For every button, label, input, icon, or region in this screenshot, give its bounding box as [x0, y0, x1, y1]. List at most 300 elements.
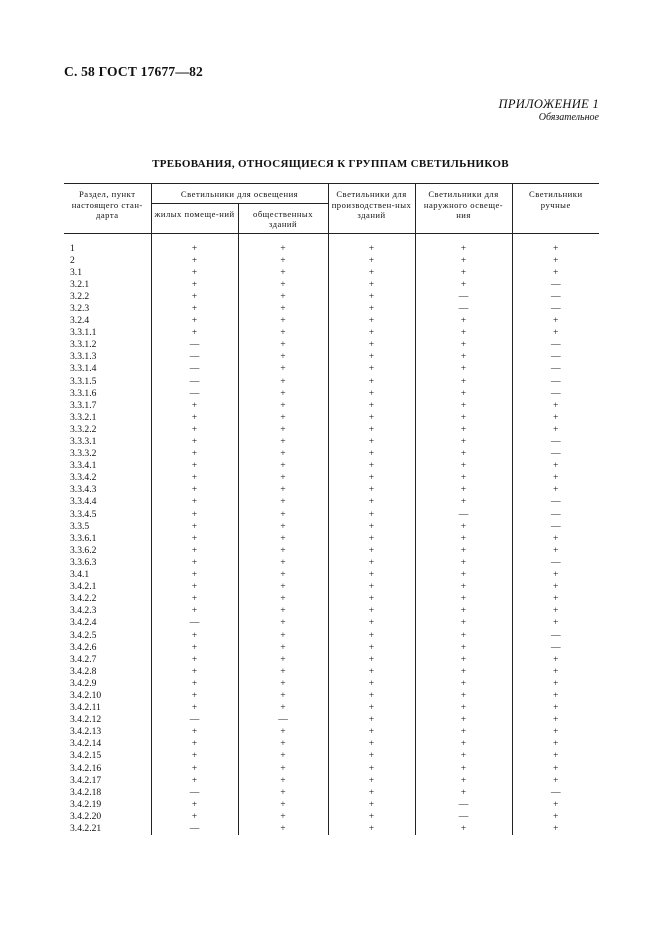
- mark-cell-public: +: [238, 315, 328, 327]
- table-row: [64, 327, 599, 339]
- section-cell: 3.4.2.12: [70, 714, 102, 726]
- mark-cell-industrial: +: [328, 267, 415, 279]
- mark-cell-outdoor: +: [415, 823, 512, 835]
- mark-cell-hand: +: [512, 738, 599, 750]
- table-row: [64, 702, 599, 714]
- mark-cell-industrial: +: [328, 775, 415, 787]
- mark-cell-industrial: +: [328, 460, 415, 472]
- mark-cell-public: +: [238, 823, 328, 835]
- mark-cell-hand: —: [512, 363, 599, 375]
- table-row: [64, 557, 599, 569]
- mark-cell-hand: —: [512, 436, 599, 448]
- mark-cell-public: +: [238, 690, 328, 702]
- mark-cell-residential: +: [151, 557, 238, 569]
- section-cell: 3.4.2.9: [70, 677, 97, 689]
- table-row: [64, 581, 599, 593]
- section-cell: 3.3.4.3: [70, 484, 97, 496]
- table-row: [64, 472, 599, 484]
- mark-cell-hand: —: [512, 351, 599, 363]
- mark-cell-public: +: [238, 460, 328, 472]
- mark-cell-outdoor: +: [415, 726, 512, 738]
- mark-cell-residential: —: [151, 351, 238, 363]
- header-public: общественных зданий: [238, 203, 328, 233]
- mark-cell-residential: +: [151, 581, 238, 593]
- table-row: [64, 388, 599, 400]
- mark-cell-hand: +: [512, 593, 599, 605]
- table-row: [64, 484, 599, 496]
- section-cell: 3.4.2.15: [70, 750, 102, 762]
- mark-cell-industrial: +: [328, 726, 415, 738]
- table-row: [64, 496, 599, 508]
- mark-cell-industrial: +: [328, 484, 415, 496]
- mark-cell-outdoor: +: [415, 376, 512, 388]
- mark-cell-residential: +: [151, 738, 238, 750]
- mark-cell-public: +: [238, 388, 328, 400]
- mark-cell-residential: +: [151, 279, 238, 291]
- mark-cell-public: +: [238, 593, 328, 605]
- mark-cell-industrial: +: [328, 376, 415, 388]
- mark-cell-residential: +: [151, 303, 238, 315]
- mark-cell-industrial: +: [328, 787, 415, 799]
- table-row: [64, 763, 599, 775]
- mark-cell-outdoor: +: [415, 267, 512, 279]
- section-cell: 3.3.4.5: [70, 508, 97, 520]
- mark-cell-hand: —: [512, 496, 599, 508]
- mark-cell-industrial: +: [328, 569, 415, 581]
- table-row: [64, 678, 599, 690]
- mark-cell-outdoor: +: [415, 339, 512, 351]
- mark-cell-residential: +: [151, 702, 238, 714]
- mark-cell-residential: —: [151, 339, 238, 351]
- mark-cell-outdoor: +: [415, 750, 512, 762]
- header-outdoor: Светильники для наружного освеще-ния: [415, 184, 512, 234]
- section-cell: 3.4.1: [70, 569, 90, 581]
- table-row: [64, 233, 599, 255]
- mark-cell-residential: +: [151, 448, 238, 460]
- section-cell: 3.4.2.21: [70, 823, 102, 834]
- mark-cell-public: +: [238, 545, 328, 557]
- mark-cell-public: +: [238, 738, 328, 750]
- section-cell: 3.3.4.4: [70, 496, 97, 508]
- header-group-lighting: Светильники для освещения: [151, 184, 328, 204]
- mark-cell-residential: +: [151, 472, 238, 484]
- table-row: [64, 630, 599, 642]
- mark-cell-industrial: +: [328, 605, 415, 617]
- mark-cell-hand: —: [512, 630, 599, 642]
- mark-cell-hand: +: [512, 233, 599, 255]
- mark-cell-industrial: +: [328, 448, 415, 460]
- mark-cell-residential: +: [151, 750, 238, 762]
- mark-cell-industrial: +: [328, 763, 415, 775]
- mark-cell-residential: +: [151, 460, 238, 472]
- mark-cell-hand: +: [512, 460, 599, 472]
- mark-cell-outdoor: +: [415, 388, 512, 400]
- mark-cell-residential: +: [151, 775, 238, 787]
- table-row: [64, 642, 599, 654]
- mark-cell-industrial: +: [328, 233, 415, 255]
- mark-cell-hand: +: [512, 484, 599, 496]
- mark-cell-outdoor: +: [415, 460, 512, 472]
- table-header: [64, 184, 599, 234]
- mark-cell-industrial: +: [328, 617, 415, 629]
- mark-cell-hand: +: [512, 255, 599, 267]
- section-cell: 3.4.2.19: [70, 798, 102, 810]
- mark-cell-outdoor: +: [415, 763, 512, 775]
- mark-cell-hand: +: [512, 823, 599, 835]
- table-row: [64, 400, 599, 412]
- mark-cell-hand: +: [512, 545, 599, 557]
- mark-cell-residential: +: [151, 424, 238, 436]
- mark-cell-industrial: +: [328, 327, 415, 339]
- section-cell: 3.3.1.3: [70, 351, 97, 363]
- mark-cell-public: +: [238, 509, 328, 521]
- mark-cell-public: +: [238, 726, 328, 738]
- mark-cell-residential: +: [151, 811, 238, 823]
- mark-cell-outdoor: +: [415, 545, 512, 557]
- mark-cell-residential: +: [151, 654, 238, 666]
- section-cell: 3.4.2.16: [70, 762, 102, 774]
- section-cell: 3.4.2.6: [70, 641, 97, 653]
- section-cell: 3.1: [70, 266, 82, 278]
- mark-cell-public: +: [238, 654, 328, 666]
- mark-cell-industrial: +: [328, 714, 415, 726]
- mark-cell-industrial: +: [328, 412, 415, 424]
- mark-cell-industrial: +: [328, 799, 415, 811]
- mark-cell-outdoor: +: [415, 581, 512, 593]
- appendix-note: Обязательное: [538, 112, 599, 123]
- mark-cell-public: +: [238, 678, 328, 690]
- mark-cell-public: +: [238, 351, 328, 363]
- mark-cell-industrial: +: [328, 388, 415, 400]
- mark-cell-industrial: +: [328, 255, 415, 267]
- table-row: [64, 654, 599, 666]
- mark-cell-hand: —: [512, 521, 599, 533]
- table-row: [64, 714, 599, 726]
- mark-cell-outdoor: +: [415, 448, 512, 460]
- mark-cell-hand: +: [512, 654, 599, 666]
- mark-cell-public: +: [238, 702, 328, 714]
- mark-cell-public: +: [238, 327, 328, 339]
- section-cell: 3.4.2.4: [70, 617, 97, 629]
- mark-cell-outdoor: +: [415, 775, 512, 787]
- mark-cell-residential: +: [151, 642, 238, 654]
- mark-cell-residential: +: [151, 267, 238, 279]
- table-row: [64, 666, 599, 678]
- mark-cell-hand: +: [512, 666, 599, 678]
- section-cell: 1: [70, 242, 75, 254]
- mark-cell-outdoor: +: [415, 617, 512, 629]
- mark-cell-outdoor: +: [415, 496, 512, 508]
- mark-cell-public: +: [238, 267, 328, 279]
- mark-cell-public: +: [238, 279, 328, 291]
- mark-cell-public: +: [238, 400, 328, 412]
- mark-cell-public: +: [238, 484, 328, 496]
- mark-cell-outdoor: +: [415, 569, 512, 581]
- mark-cell-hand: +: [512, 617, 599, 629]
- mark-cell-outdoor: —: [415, 509, 512, 521]
- mark-cell-hand: +: [512, 569, 599, 581]
- table-row: [64, 593, 599, 605]
- mark-cell-outdoor: +: [415, 484, 512, 496]
- section-cell: 3.2.4: [70, 315, 90, 327]
- table-row: [64, 351, 599, 363]
- mark-cell-public: —: [238, 714, 328, 726]
- mark-cell-residential: +: [151, 569, 238, 581]
- table-row: [64, 509, 599, 521]
- requirements-table: [64, 183, 599, 835]
- mark-cell-outdoor: +: [415, 412, 512, 424]
- mark-cell-hand: +: [512, 533, 599, 545]
- mark-cell-industrial: +: [328, 654, 415, 666]
- mark-cell-hand: +: [512, 726, 599, 738]
- table-row: [64, 279, 599, 291]
- section-cell: 3.4.2.2: [70, 593, 97, 605]
- mark-cell-industrial: +: [328, 472, 415, 484]
- section-cell: 3.3.1.5: [70, 375, 97, 387]
- mark-cell-outdoor: +: [415, 472, 512, 484]
- table-row: [64, 569, 599, 581]
- table-row: [64, 545, 599, 557]
- section-cell: 3.2.3: [70, 302, 90, 314]
- mark-cell-industrial: +: [328, 581, 415, 593]
- mark-cell-hand: +: [512, 775, 599, 787]
- mark-cell-industrial: +: [328, 315, 415, 327]
- mark-cell-industrial: +: [328, 424, 415, 436]
- mark-cell-industrial: +: [328, 678, 415, 690]
- mark-cell-industrial: +: [328, 642, 415, 654]
- mark-cell-outdoor: +: [415, 233, 512, 255]
- mark-cell-outdoor: +: [415, 666, 512, 678]
- mark-cell-residential: +: [151, 412, 238, 424]
- mark-cell-outdoor: +: [415, 436, 512, 448]
- mark-cell-outdoor: +: [415, 533, 512, 545]
- mark-cell-public: +: [238, 303, 328, 315]
- mark-cell-public: +: [238, 630, 328, 642]
- mark-cell-residential: +: [151, 521, 238, 533]
- mark-cell-public: +: [238, 255, 328, 267]
- mark-cell-industrial: +: [328, 291, 415, 303]
- table-row: [64, 533, 599, 545]
- mark-cell-outdoor: +: [415, 279, 512, 291]
- page-header: С. 58 ГОСТ 17677—82: [64, 64, 203, 79]
- table-row: [64, 363, 599, 375]
- mark-cell-outdoor: +: [415, 363, 512, 375]
- mark-cell-outdoor: +: [415, 630, 512, 642]
- section-cell: 3.3.6.1: [70, 532, 97, 544]
- mark-cell-public: +: [238, 376, 328, 388]
- table-row: [64, 303, 599, 315]
- table-row: [64, 750, 599, 762]
- table-row: [64, 255, 599, 267]
- mark-cell-industrial: +: [328, 351, 415, 363]
- mark-cell-public: +: [238, 666, 328, 678]
- mark-cell-hand: —: [512, 376, 599, 388]
- mark-cell-outdoor: +: [415, 351, 512, 363]
- mark-cell-industrial: +: [328, 545, 415, 557]
- mark-cell-industrial: +: [328, 750, 415, 762]
- mark-cell-public: +: [238, 472, 328, 484]
- mark-cell-public: +: [238, 448, 328, 460]
- mark-cell-residential: +: [151, 233, 238, 255]
- mark-cell-outdoor: +: [415, 521, 512, 533]
- mark-cell-outdoor: +: [415, 714, 512, 726]
- mark-cell-residential: +: [151, 605, 238, 617]
- mark-cell-public: +: [238, 412, 328, 424]
- section-cell: 3.4.2.3: [70, 605, 97, 617]
- section-cell: 3.4.2.8: [70, 665, 97, 677]
- header-residential: жилых помеще-ний: [151, 203, 238, 233]
- table-row: [64, 811, 599, 823]
- mark-cell-outdoor: +: [415, 605, 512, 617]
- mark-cell-residential: +: [151, 799, 238, 811]
- mark-cell-hand: +: [512, 472, 599, 484]
- table-row: [64, 726, 599, 738]
- mark-cell-industrial: +: [328, 339, 415, 351]
- table-row: [64, 617, 599, 629]
- section-cell: 3.4.2.11: [70, 702, 101, 714]
- mark-cell-industrial: +: [328, 509, 415, 521]
- mark-cell-industrial: +: [328, 593, 415, 605]
- section-cell: 3.2.2: [70, 290, 90, 302]
- section-cell: 3.3.1.1: [70, 327, 97, 339]
- header-section: Раздел, пункт настоящего стан-дарта: [64, 184, 151, 234]
- section-cell: 3.4.2.14: [70, 738, 102, 750]
- table-row: [64, 460, 599, 472]
- table-row: [64, 436, 599, 448]
- mark-cell-hand: +: [512, 581, 599, 593]
- mark-cell-industrial: +: [328, 533, 415, 545]
- mark-cell-residential: —: [151, 388, 238, 400]
- mark-cell-residential: +: [151, 327, 238, 339]
- mark-cell-hand: +: [512, 714, 599, 726]
- mark-cell-outdoor: +: [415, 327, 512, 339]
- section-cell: 3.4.2.1: [70, 581, 97, 593]
- table-row: [64, 339, 599, 351]
- section-cell: 3.3.1.7: [70, 399, 97, 411]
- mark-cell-residential: +: [151, 496, 238, 508]
- mark-cell-outdoor: +: [415, 690, 512, 702]
- mark-cell-outdoor: —: [415, 811, 512, 823]
- mark-cell-public: +: [238, 581, 328, 593]
- mark-cell-industrial: +: [328, 400, 415, 412]
- mark-cell-public: +: [238, 533, 328, 545]
- appendix-label: [499, 98, 599, 124]
- section-cell: 3.3.4.1: [70, 460, 97, 472]
- mark-cell-residential: +: [151, 666, 238, 678]
- mark-cell-outdoor: +: [415, 678, 512, 690]
- mark-cell-public: +: [238, 811, 328, 823]
- mark-cell-industrial: +: [328, 811, 415, 823]
- mark-cell-residential: +: [151, 726, 238, 738]
- mark-cell-hand: +: [512, 678, 599, 690]
- mark-cell-residential: +: [151, 763, 238, 775]
- table-row: [64, 315, 599, 327]
- table-row: [64, 775, 599, 787]
- section-cell: 3.3.3.1: [70, 436, 97, 447]
- table-row: [64, 738, 599, 750]
- section-cell: 3.4.2.20: [70, 810, 102, 822]
- mark-cell-industrial: +: [328, 702, 415, 714]
- mark-cell-public: +: [238, 436, 328, 448]
- mark-cell-public: +: [238, 291, 328, 303]
- mark-cell-outdoor: +: [415, 315, 512, 327]
- mark-cell-residential: +: [151, 255, 238, 267]
- document-title: ТРЕБОВАНИЯ, ОТНОСЯЩИЕСЯ К ГРУППАМ СВЕТИЛЬНИКОВ: [152, 158, 509, 170]
- section-cell: 3.4.2.13: [70, 726, 102, 738]
- section-cell: 2: [70, 254, 75, 266]
- mark-cell-residential: +: [151, 436, 238, 448]
- mark-cell-outdoor: +: [415, 738, 512, 750]
- table-row: [64, 376, 599, 388]
- mark-cell-outdoor: +: [415, 255, 512, 267]
- mark-cell-hand: +: [512, 412, 599, 424]
- mark-cell-outdoor: +: [415, 642, 512, 654]
- mark-cell-hand: +: [512, 605, 599, 617]
- mark-cell-industrial: +: [328, 496, 415, 508]
- table-row: [64, 690, 599, 702]
- appendix-title: ПРИЛОЖЕНИЕ 1: [498, 97, 599, 111]
- table-row: [64, 424, 599, 436]
- mark-cell-industrial: +: [328, 666, 415, 678]
- mark-cell-outdoor: +: [415, 400, 512, 412]
- mark-cell-residential: —: [151, 363, 238, 375]
- mark-cell-hand: —: [512, 291, 599, 303]
- mark-cell-residential: +: [151, 533, 238, 545]
- mark-cell-residential: —: [151, 376, 238, 388]
- mark-cell-industrial: +: [328, 279, 415, 291]
- mark-cell-public: +: [238, 233, 328, 255]
- mark-cell-residential: +: [151, 315, 238, 327]
- mark-cell-hand: +: [512, 811, 599, 823]
- mark-cell-hand: +: [512, 327, 599, 339]
- mark-cell-industrial: +: [328, 738, 415, 750]
- mark-cell-industrial: +: [328, 521, 415, 533]
- mark-cell-public: +: [238, 339, 328, 351]
- mark-cell-hand: —: [512, 642, 599, 654]
- mark-cell-industrial: +: [328, 823, 415, 835]
- mark-cell-hand: —: [512, 557, 599, 569]
- mark-cell-hand: +: [512, 799, 599, 811]
- mark-cell-residential: +: [151, 630, 238, 642]
- table-row: [64, 412, 599, 424]
- table-row: [64, 267, 599, 279]
- mark-cell-hand: +: [512, 690, 599, 702]
- section-cell: 3.4.2.7: [70, 653, 97, 665]
- section-cell: 3.3.2.1: [70, 411, 97, 423]
- mark-cell-residential: —: [151, 714, 238, 726]
- mark-cell-outdoor: +: [415, 424, 512, 436]
- mark-cell-hand: —: [512, 339, 599, 351]
- section-cell: 3.3.1.6: [70, 387, 97, 399]
- mark-cell-public: +: [238, 557, 328, 569]
- mark-cell-public: +: [238, 775, 328, 787]
- mark-cell-outdoor: +: [415, 557, 512, 569]
- mark-cell-hand: —: [512, 448, 599, 460]
- mark-cell-industrial: +: [328, 436, 415, 448]
- section-cell: 3.3.2.2: [70, 423, 97, 435]
- mark-cell-public: +: [238, 521, 328, 533]
- mark-cell-outdoor: +: [415, 702, 512, 714]
- mark-cell-public: +: [238, 799, 328, 811]
- mark-cell-hand: +: [512, 424, 599, 436]
- section-cell: 3.2.1: [70, 278, 90, 290]
- section-cell: 3.3.5: [70, 520, 90, 532]
- mark-cell-hand: —: [512, 388, 599, 400]
- mark-cell-residential: +: [151, 400, 238, 412]
- table-row: [64, 787, 599, 799]
- mark-cell-public: +: [238, 787, 328, 799]
- section-cell: 3.3.1.2: [70, 339, 97, 351]
